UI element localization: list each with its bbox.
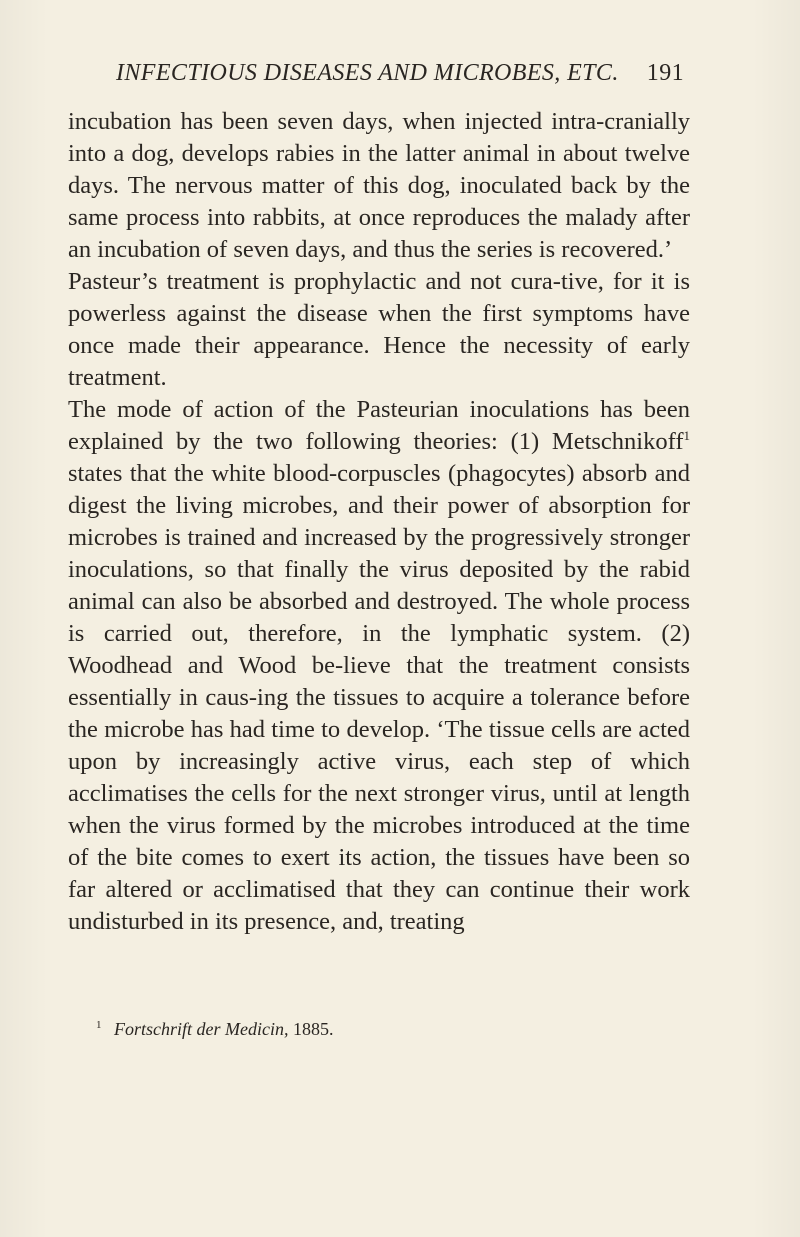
- paragraph-3: [68, 394, 690, 938]
- paragraph-1: [68, 106, 690, 266]
- running-head-title: INFECTIOUS DISEASES AND MICROBES, ETC.: [116, 60, 619, 86]
- footnote: [96, 1014, 656, 1040]
- body-text: [68, 106, 690, 938]
- footnote-reference: 1: [683, 428, 690, 443]
- running-head: [116, 60, 684, 90]
- footnote-journal: Fortschrift der Medicin,: [114, 1019, 289, 1039]
- paragraph-2-text: Pasteur’s treatment is prophylactic and not cura-tive, for it is powerless against the disease when the first symptoms have once made their appearance. Hence the necessity of early treatment.: [68, 268, 690, 391]
- footnote-year: 1885.: [292, 1019, 334, 1039]
- paragraph-3-text-after: states that the white blood-corpuscles (phagocytes) absorb and digest the living microbes, and their power of absorption for microbes is trained and increased by the progressively stronger inoculations, so that finally the virus deposited by the rabid animal can also be absorbed and destroyed. The whole process is carried out, therefore, in the lymphatic system. (2) Woodhead and Wood be-lieve that the treatment consists essentially in caus-ing the tissues to acquire a tolerance before the microbe has had time to develop. ‘The tissue cells are acted upon by increasingly active virus, each step of which acclimatises the cells for the next stronger virus, until at length when the virus formed by the microbes introduced at the time of the bite comes to exert its action, the tissues have been so far altered or acclimatised that they can continue their work undisturbed in its presence, and, treating: [68, 460, 690, 935]
- paragraph-3-text-before: The mode of action of the Pasteurian inoculations has been explained by the two following theories: (1) Metschnikoff: [68, 396, 690, 455]
- footnote-marker: 1: [96, 1019, 102, 1031]
- page-number: 191: [646, 60, 684, 86]
- paragraph-2: [68, 266, 690, 394]
- paragraph-1-text: incubation has been seven days, when injected intra-cranially into a dog, develops rabies in the latter animal in about twelve days. The nervous matter of this dog, inoculated back by the same process into rabbits, at once reproduces the malady after an incubation of seven days, and thus the series is recovered.’: [68, 108, 690, 263]
